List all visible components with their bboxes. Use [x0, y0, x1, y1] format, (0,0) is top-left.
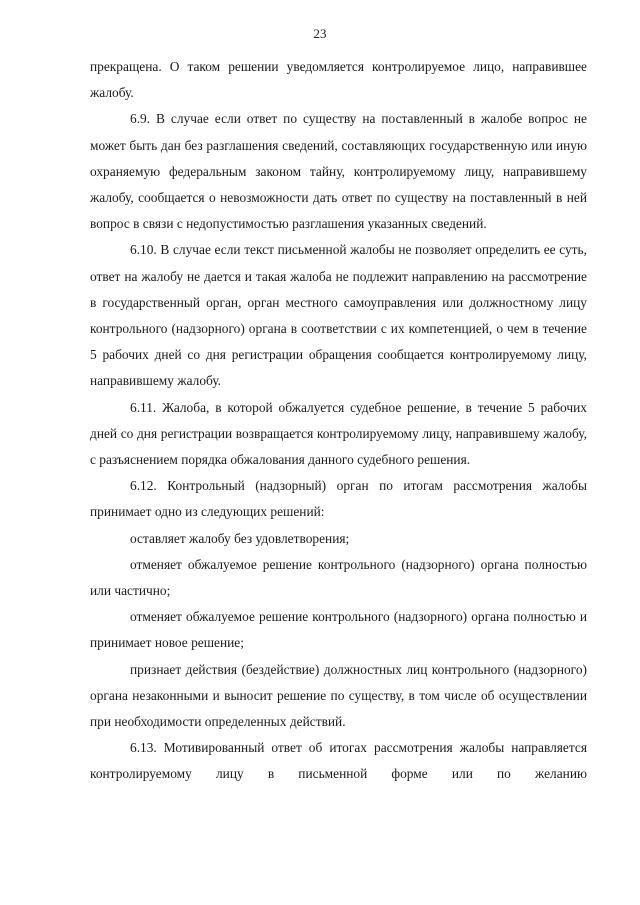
list-item-decision-1: оставляет жалобу без удовлетворения;	[130, 530, 350, 546]
paragraph-6-10: 6.10. В случае если текст письменной жалобы не позволяет определить ее суть, ответ на жалобу не дается и такая жалоба не подлежит направлению на рассмотрение в государственный орган, орган местного самоуправления или должностному лицу контрольного (надзорного) органа в соответствии с их компетенцией, о чем в течение 5 рабочих дней со дня регистрации обращения сообщается контролируемому лицу, направившему жалобу.	[90, 242, 587, 389]
page-number: 23	[313, 26, 327, 41]
paragraph-6-12: 6.12. Контрольный (надзорный) орган по итогам рассмотрения жалобы принимает одно из следующих решений:	[90, 478, 587, 520]
list-item-decision-3: отменяет обжалуемое решение контрольного (надзорного) органа полностью и принимает новое решение;	[90, 609, 587, 651]
paragraph-6-11: 6.11. Жалоба, в которой обжалуется судебное решение, в течение 5 рабочих дней со дня регистрации возвращается контролируемому лицу, направившему жалобу, с разъяснением порядка обжалования данного судебного решения.	[90, 399, 587, 468]
list-item-decision-4: признает действия (бездействие) должностных лиц контрольного (надзорного) органа незаконными и выносит решение по существу, в том числе об осуществлении при необходимости определенных действий.	[90, 661, 587, 730]
paragraph-continuation: прекращена. О таком решении уведомляется контролируемое лицо, направившее жалобу.	[90, 59, 587, 101]
paragraph-6-13: 6.13. Мотивированный ответ об итогах рассмотрения жалобы направляется контролируемому лицу в письменной форме или по желанию	[90, 740, 587, 782]
paragraph-6-9: 6.9. В случае если ответ по существу на поставленный в жалобе вопрос не может быть дан без разглашения сведений, составляющих государственную или иную охраняемую федеральным законом тайну, контролируемому лицу, направившему жалобу, сообщается о невозможности дать ответ по существу на поставленный в ней вопрос в связи с недопустимостью разглашения указанных сведений.	[90, 111, 587, 232]
document-body	[90, 54, 587, 814]
list-item-decision-2: отменяет обжалуемое решение контрольного (надзорного) органа полностью или частично;	[90, 556, 587, 599]
